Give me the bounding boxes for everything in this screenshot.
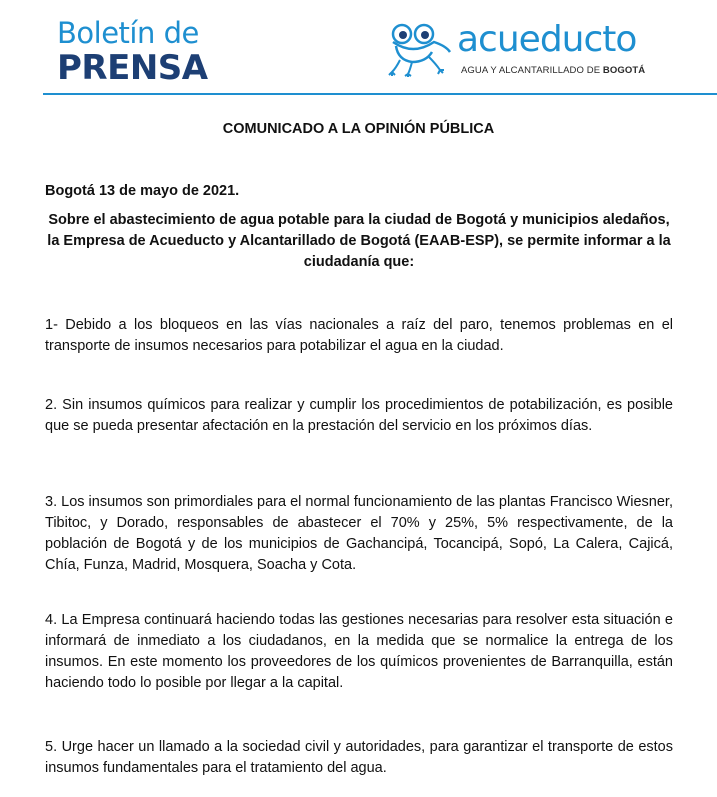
logo-tagline: AGUA Y ALCANTARILLADO DE BOGOTÁ [461,65,646,76]
paragraph-3: 3. Los insumos son primordiales para el normal funcionamiento de las plantas Francisco Wiesner, Tibitoc, y Dorado, responsables de abastecer el 70% y 25%, 5% respectivamente, de la población de Bogotá y de los municipios de Gachancipá, Tocancipá, Sopó, La Calera, Cajicá, Chía, Funza, Madrid, Mosquera, Soacha y Cota. [45,494,673,573]
paragraph-2: 2. Sin insumos químicos para realizar y cumplir los procedimientos de potabilización, es posible que se pueda presentar afectación en la prestación del servicio en los próximos días. [45,397,673,434]
prensa-label: PRENSA [57,48,208,88]
document-subtitle: Sobre el abastecimiento de agua potable para la ciudad de Bogotá y municipios aledaños, la Empresa de Acueducto y Alcantarillado de Bogotá (EAAB-ESP), se permite informar a la ciudadanía que: [47,212,671,270]
paragraph-4: 4. La Empresa continuará haciendo todas las gestiones necesarias para resolver esta situación e informará de inmediato a los ciudadanos, en la medida que se normalice la entrega de los insumos. En este momento los proveedores de los químicos provenientes de Barranquilla, están haciendo todo lo posible por llegar a la capital. [45,612,673,691]
boletin-label: Boletín de [57,16,199,50]
document-date: Bogotá 13 de mayo de 2021. [45,183,240,199]
paragraph-5: 5. Urge hacer un llamado a la sociedad civil y autoridades, para garantizar el transporte de estos insumos fundamentales para el tratamiento del agua. [45,739,673,776]
document-title: COMUNICADO A LA OPINIÓN PÚBLICA [222,121,495,137]
frog-icon [388,22,454,78]
press-header [0,0,717,100]
header-divider [43,93,717,95]
logo-wordmark: acueducto [457,19,637,60]
paragraph-1: 1- Debido a los bloqueos en las vías nacionales a raíz del paro, tenemos problemas en el transporte de insumos necesarios para potabilizar el agua en la ciudad. [45,317,673,354]
